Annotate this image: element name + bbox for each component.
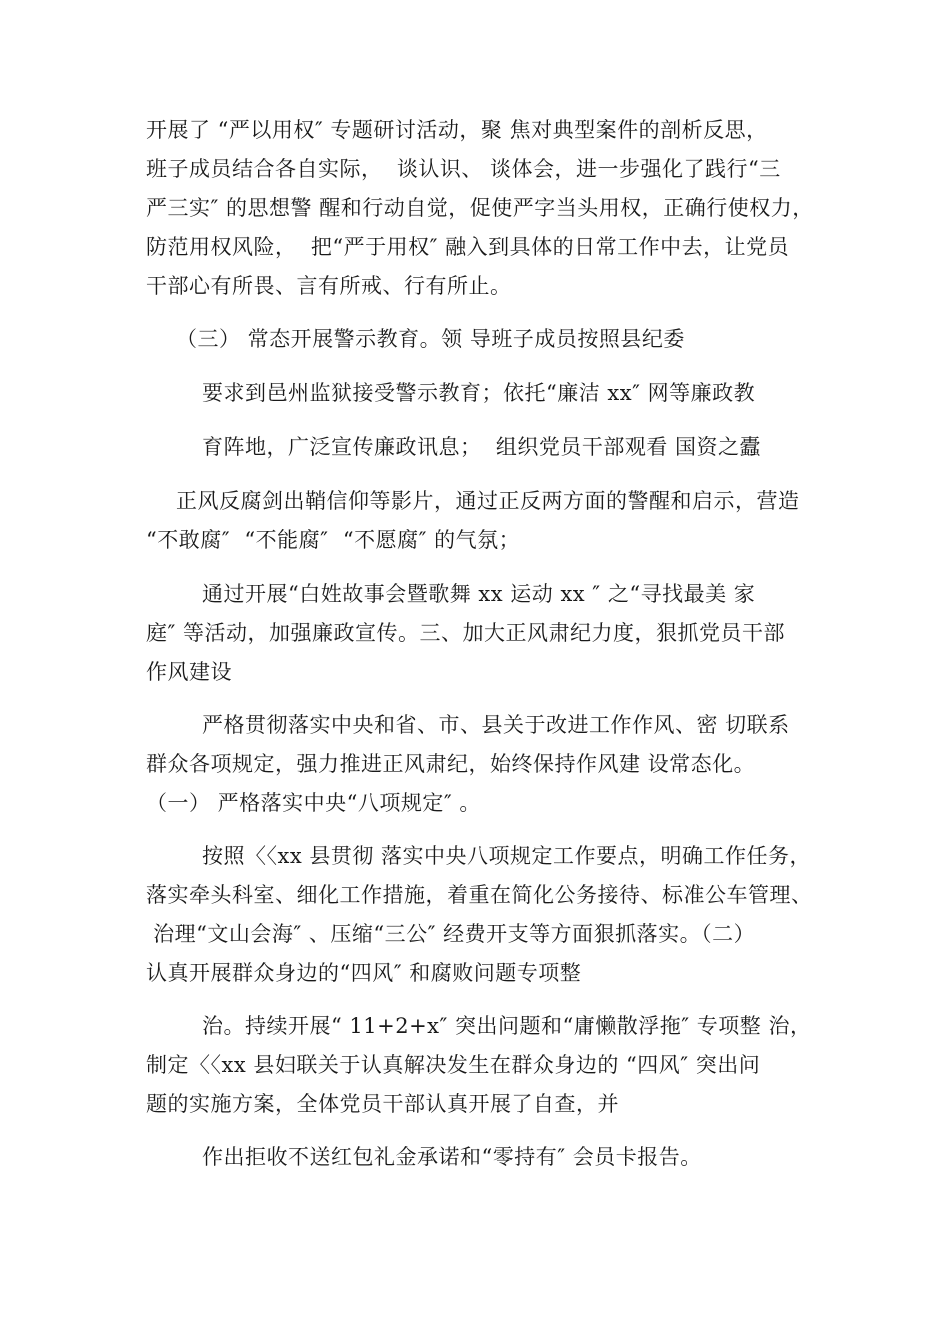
text-line: 题的实施方案，全体党员干部认真开展了自查，并 [146, 1092, 619, 1116]
text-line: 开展了 “严以用权″ 专题研讨活动，聚 焦对典型案件的剖析反思， [146, 118, 768, 142]
text-line: 按照〈〈xx 县贯彻 落实中央八项规定工作要点，明确工作任务， [202, 844, 812, 868]
text-line: 作出拒收不送红包礼金承诺和“零持有″ 会员卡报告。 [202, 1145, 702, 1169]
text-line: 正风反腐剑出鞘信仰等影片，通过正反两方面的警醒和启示，营造 [176, 489, 800, 513]
text-line: 庭″ 等活动，加强廉政宣传。三、加大正风肃纪力度，狠抓党员干部 [146, 621, 786, 645]
section-heading: （一） 严格落实中央“八项规定″ 。 [146, 791, 481, 815]
text-line: 干部心有所畏、言有所戒、行有所止。 [146, 274, 512, 298]
text-line: 制定〈〈xx 县妇联关于认真解决发生在群众身边的 “四风″ 突出问 [146, 1053, 761, 1077]
text-line: 落实牵头科室、细化工作措施，着重在简化公务接待、标准公车管理、 [146, 883, 813, 907]
text-line: 群众各项规定，强力推进正风肃纪，始终保持作风建 设常态化。 [146, 752, 756, 776]
text-line: 严三实″ 的思想警 醒和行动自觉，促使严字当头用权，正确行使权力， [146, 196, 814, 220]
text-line: 严格贯彻落实中央和省、市、县关于改进工作作风、密 切联系 [202, 713, 790, 737]
text-line: 治。持续开展“ 11+2+x″ 突出问题和“庸懒散浮拖″ 专项整 治， [202, 1014, 812, 1038]
text-line: 治理“文山会海″ 、压缩“三公″ 经费开支等方面狠抓落实。（二） [146, 922, 756, 946]
text-line: 班子成员结合各自实际， 谈认识、 谈体会，进一步强化了践行“三 [146, 157, 781, 181]
text-line: 要求到邑州监狱接受警示教育；依托“廉洁 xx″ 网等廉政教 [202, 381, 756, 405]
text-line: “不敢腐″ “不能腐″ “不愿腐″ 的气氛； [146, 528, 521, 552]
section-heading: 认真开展群众身边的“四风″ 和腐败问题专项整 [146, 961, 582, 985]
section-heading: 作风建设 [146, 660, 232, 684]
text-line: 育阵地，广泛宣传廉政讯息； 组织党员干部观看 国资之蠹 [202, 435, 762, 459]
text-line: 通过开展“白姓故事会暨歌舞 xx 运动 xx ″ 之“寻找最美 家 [202, 582, 756, 606]
text-line: 防范用权风险， 把“严于用权″ 融入到具体的日常工作中去，让党员 [146, 235, 790, 259]
section-heading: （三） 常态开展警示教育。领 导班子成员按照县纪委 [176, 327, 685, 351]
